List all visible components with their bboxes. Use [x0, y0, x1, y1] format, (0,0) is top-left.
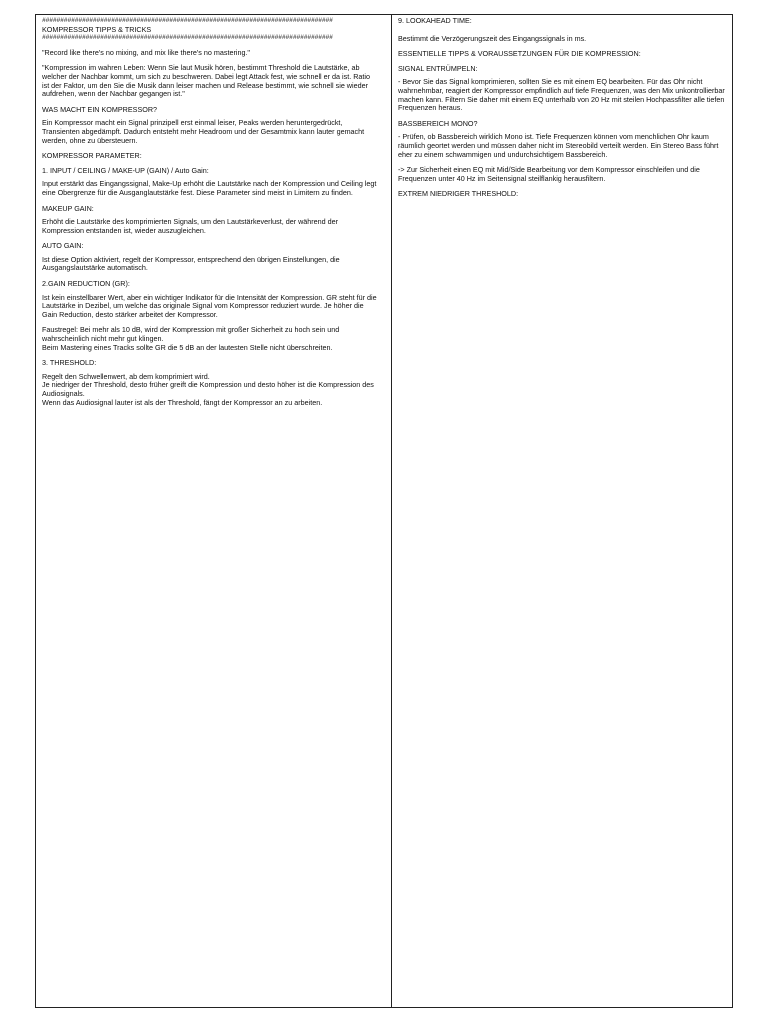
section-heading-bass: BASSBEREICH MONO?	[398, 118, 478, 128]
section-heading-makeup: MAKEUP GAIN:	[42, 203, 94, 213]
section-heading-threshold: 3. THRESHOLD:	[42, 358, 97, 368]
section-text-bass-tip: -> Zur Sicherheit einen EQ mit Mid/Side Bearbeitung vor dem Kompressor einschleifen und die Frequenzen unter 40 Hz im Seitensignal steilflankig herausfiltern.	[398, 165, 702, 183]
section-text-makeup: Erhöht die Lautstärke des komprimierten Signals, um den Lautstärkeverlust, der während der Kompression entstanden ist, wieder auszugleichen.	[42, 217, 341, 235]
section-text-bass: - Prüfen, ob Bassbereich wirklich Mono ist. Tiefe Frequenzen können vom menchlichen Ohr kaum räumlich geortet werden und müssen daher nicht im Stereobild verteilt werden. Ein Stereo Bass führt eher zu einem schwammigen und undurchsichtigem Bassbereich.	[398, 132, 721, 159]
hash-separator: ################################################################################	[42, 34, 333, 42]
section-text-autogain: Ist diese Option aktiviert, regelt der Kompressor, entsprechend den übrigen Einstellungen, die Ausgangslautstärke automatisch.	[42, 254, 342, 273]
section-text-threshold: Regelt den Schwellenwert, ab dem komprimiert wird. Je niedriger der Threshold, desto früher greift die Kompression und desto höher ist die Kompression des Audiosignals. Wenn das Audiosignal lauter ist als der Threshold, fängt der Kompressor an zu arbeiten.	[42, 371, 374, 407]
intro-paragraph: "Kompression im wahren Leben: Wenn Sie laut Musik hören, bestimmt Threshold die Lautstärke, ab welcher der Nachbar kommt, um sich zu beschweren. Dabei legt Attack fest, wie schnell er da ist. Ratio ist der Faktor, um den Sie die Musik dann leiser machen und Release bestimmt, wie schnell sie wieder aufdrehen, wenn der Nachbar gegangen ist."	[42, 63, 372, 99]
hash-separator: ################################################################################	[42, 17, 333, 24]
section-heading-autogain: AUTO GAIN:	[42, 241, 84, 251]
section-heading-extreme-threshold: EXTREM NIEDRIGER THRESHOLD:	[398, 189, 519, 199]
section-heading-essentials: ESSENTIELLE TIPPS & VORAUSSETZUNGEN FÜR DIE KOMPRESSION:	[398, 49, 641, 59]
section-text-lookahead: Bestimmt die Verzögerungszeit des Eingangssignals in ms.	[398, 33, 587, 43]
left-column	[38, 16, 381, 1006]
section-heading-gain-reduction: 2.GAIN REDUCTION (GR):	[42, 279, 130, 289]
document-title: KOMPRESSOR TIPPS & TRICKS	[42, 24, 152, 34]
section-text-rule: Faustregel: Bei mehr als 10 dB, wird der Kompression mit großer Sicherheit zu hoch sein und wahrscheinlich nicht mehr gut klingen. Beim Mastering eines Tracks sollte GR die 5 dB an der lautesten Stelle nicht überschreiten.	[42, 325, 340, 352]
section-heading-declutter: SIGNAL ENTRÜMPELN:	[398, 63, 478, 73]
section-text-gain-reduction: Ist kein einstellbarer Wert, aber ein wichtiger Indikator für die Intensität der Kompression. GR steht für die Lautstärke in Dezibel, um welche das originale Signal vom Kompressor reduziert wurde. Je höher die Gain Reduction, desto stärker arbeitet der Kompressor.	[42, 292, 379, 319]
section-heading-params: KOMPRESSOR PARAMETER:	[42, 151, 142, 161]
column-divider	[391, 14, 392, 1008]
right-column	[394, 16, 737, 1006]
section-text-input: Input erstärkt das Eingangssignal, Make-Up erhöht die Lautstärke nach der Kompression und Ceiling legt eine Obergrenze für die Ausganglautstärke fest. Diese Parameter sind meist in Limitern zu finden.	[42, 179, 379, 197]
quote: "Record like there's no mixing, and mix like there's no mastering."	[42, 47, 250, 57]
section-heading-input: 1. INPUT / CEILING / MAKE-UP (GAIN) / Auto Gain:	[42, 165, 209, 175]
section-text-declutter: - Bevor Sie das Signal komprimieren, sollten Sie es mit einem EQ bearbeiten. Für das Ohr nicht wahrnehmbar, reagiert der Kompressor empfindlich auf tiefe Frequenzen, was den Mix unkontrollierbar machen kann. Filtern Sie daher mit einem EQ unterhalb von 20 Hz mit steilen Hochpassfilter alle tiefen Frequenzen heraus.	[398, 77, 727, 113]
section-heading-what: WAS MACHT EIN KOMPRESSOR?	[42, 104, 158, 114]
section-text-what: Ein Kompressor macht ein Signal prinzipell erst einmal leiser, Peaks werden heruntergedrückt, Transienten abgedämpft. Dadurch entsteht mehr Headroom und der Gesamtmix kann lauter gemacht werden, ohne zu übersteuern.	[42, 118, 367, 145]
section-heading-lookahead: 9. LOOKAHEAD TIME:	[398, 16, 472, 25]
